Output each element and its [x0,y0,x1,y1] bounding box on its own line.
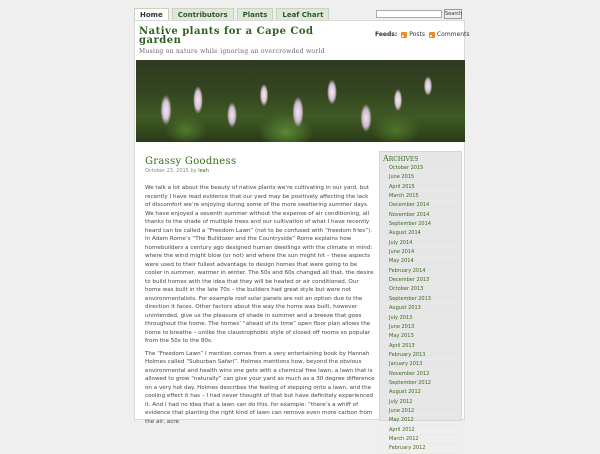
site-description: Musing on nature while ignoring an overcrowded world [139,48,325,55]
comments-feed-label: Comments [436,31,470,38]
archive-link[interactable]: November 2012 [383,370,458,379]
post-by: by [190,168,197,174]
archives-title: Archives [383,154,419,163]
archive-link[interactable]: March 2015 [383,192,458,201]
site-title[interactable]: Native plants for a Cape Cod garden [139,26,314,46]
post-paragraph: The “Freedom Lawn” I mention comes from a very entertaining book by Hannah Holmes called “Suburban Safari”. Holmes mentions how, beyond the obvious environmental and health wins one gets with a chemical free lawn, a lawn that is allowed to grow “naturally” can give your yard as much as a 30 degree difference on a very hot day. Holmes describes the feeling of stepping onto a lawn, and the cooling effect it has – I had never thought of that but have definitely experienced it. And I had no idea that a lawn can do this, for example: “there’s a whiff of evidence that planting the right kind of lawn can remove even more carbon from the air, acre [145,350,375,425]
rss-icon [401,32,407,38]
archive-link[interactable]: May 2014 [383,257,458,266]
page-container [134,20,470,452]
archive-link[interactable]: February 2013 [383,351,458,360]
archive-link[interactable]: January 2013 [383,360,458,369]
archive-link[interactable]: December 2013 [383,276,458,285]
post [145,156,375,430]
archive-link[interactable]: September 2013 [383,295,458,304]
archive-link[interactable]: March 2012 [383,435,458,444]
archive-link[interactable]: September 2012 [383,379,458,388]
archive-link[interactable]: July 2014 [383,239,458,248]
nav-tabs [134,8,329,20]
archive-link[interactable]: July 2012 [383,398,458,407]
tab-plants[interactable]: Plants [237,8,274,20]
post-date: October 23, 2015 [145,168,189,174]
tab-leaf-chart[interactable]: Leaf Chart [276,8,329,20]
post-author[interactable]: leah [198,168,209,174]
posts-feed-link[interactable] [401,31,425,38]
tab-contributors[interactable]: Contributors [172,8,234,20]
rss-icon [429,32,435,38]
archive-link[interactable]: September 2014 [383,220,458,229]
post-body [145,184,375,426]
archive-link[interactable]: October 2015 [383,164,458,173]
archive-link[interactable]: October 2013 [383,285,458,294]
archive-link[interactable]: April 2015 [383,183,458,192]
tab-home[interactable]: Home [134,8,169,20]
posts-feed-label: Posts [409,31,425,38]
sidebar [379,151,462,452]
archive-link[interactable]: February 2014 [383,267,458,276]
post-meta [145,168,375,174]
archive-link[interactable]: August 2013 [383,304,458,313]
header-image [136,60,465,142]
post-title[interactable]: Grassy Goodness [145,156,237,167]
search-button[interactable]: Search [445,11,463,17]
comments-feed-link[interactable] [429,31,470,38]
feeds-label: Feeds: [375,31,398,38]
archive-list [383,164,458,454]
feeds-bar [375,31,469,38]
archive-link[interactable]: July 2013 [383,314,458,323]
archive-link[interactable]: August 2014 [383,229,458,238]
archive-link[interactable]: May 2013 [383,332,458,341]
archive-link[interactable]: June 2015 [383,173,458,182]
post-paragraph: We talk a lot about the beauty of native plants we’re cultivating in our yard, but recently I have read evidence that our yard may be positively affecting the lack of discomfort we’re enjoying during some of the more sweltering summer days. We have enjoyed a seventh summer without the expense of air conditioning, all thanks to the shade of multiple trees and our cultivation of what I have recently heard can be called a “Freedom Lawn” (not to be confused with “freedom fries”). In Adam Rome’s “The Bulldozer and the Countryside” Rome explains how homebuilders a century ago designed human dwellings with the climate in mind: where the wind might blow (or not) and where the sun might hit – these aspects were used to their fullest advantage to design homes that were going to be cooler in summer, warmer in winter. The 50s and 60s changed all that, the desire to build homes with the idea that they will be heated or air conditioned. Our home was built in the late 70s – the builders had great style but were not environmentalists. For example roof solar panels are not an option due to the direction it faces. Other factors about the way the home was built, however unintended, give us the pleasure of shade in summer and a breeze that goes throughout the home. The homes’ “ahead of its time” open floor plan allows the home to breathe – unlike the claustrophobic style of closed off rooms so popular from the 50s to the 80s. [145,185,374,344]
archive-link[interactable]: June 2013 [383,323,458,332]
top-navigation [134,8,464,20]
archive-link[interactable]: February 2012 [383,444,458,453]
search-input[interactable] [376,10,442,18]
archive-link[interactable]: December 2014 [383,201,458,210]
archive-link[interactable]: June 2014 [383,248,458,257]
archive-link[interactable]: November 2014 [383,211,458,220]
archive-link[interactable]: August 2012 [383,388,458,397]
archive-link[interactable]: June 2012 [383,407,458,416]
archive-link[interactable]: April 2012 [383,426,458,435]
archive-link[interactable]: May 2012 [383,416,458,425]
archive-link[interactable]: April 2013 [383,342,458,351]
